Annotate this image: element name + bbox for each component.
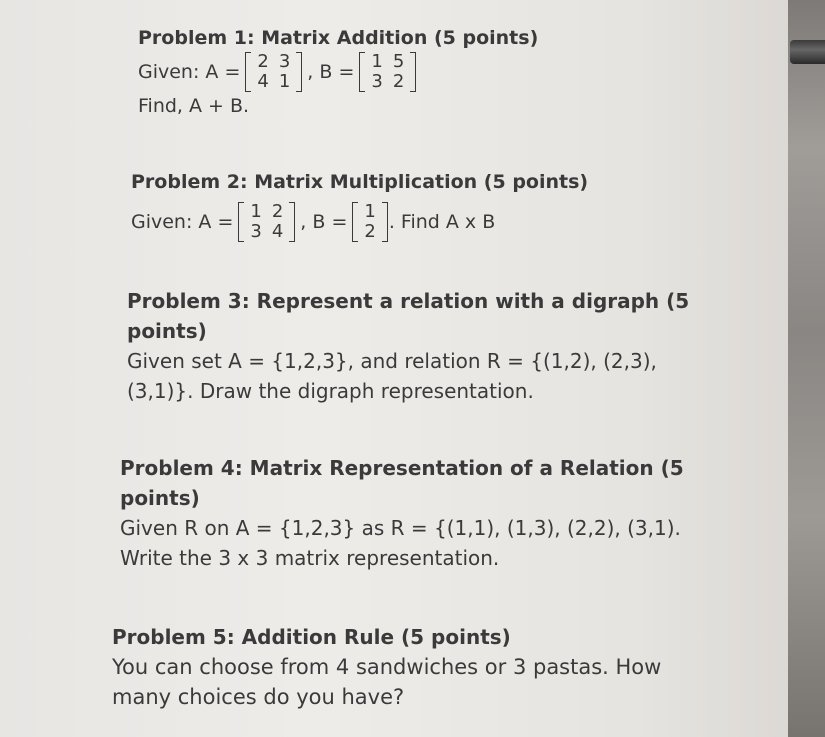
problem-4-text-line-2: Write the 3 x 3 matrix representation. [120,546,500,570]
matrix-cell: 4 [271,221,284,242]
problem-4-title-line-2: points) [120,486,200,510]
problem-2 [131,170,588,242]
problem-1-given [138,52,538,92]
problem-4-title-line-1: Problem 4: Matrix Representation of a Relation (5 [120,456,684,480]
matrix-cell: 2 [364,221,376,242]
separator-b: , B = [300,211,348,233]
problem-3-text-line-1: Given set A = {1,2,3}, and relation R = {(1,2), (2,3), [127,349,657,373]
problem-1-find: Find, A + B. [138,95,250,117]
problem-5-text-line-1: You can choose from 4 sandwiches or 3 pastas. How [112,655,662,679]
matrix-cell: 1 [371,51,383,72]
matrix-cell: 2 [392,71,405,92]
matrix-cell: 4 [257,71,269,92]
problem-4 [120,453,770,573]
given-label: Given: A = [131,211,234,233]
matrix-cell: 1 [278,71,291,92]
matrix-b [352,202,387,242]
pen [790,40,825,64]
matrix-cell: 3 [278,51,291,72]
problem-5-text-line-2: many choices do you have? [112,685,405,709]
matrix-a [245,52,302,92]
problem-5-title: Problem 5: Addition Rule (5 points) [112,625,511,649]
matrix-cell: 1 [364,201,376,222]
separator-b: , B = [307,61,355,83]
problem-3-title-line-2: points) [127,319,207,343]
problem-1 [138,26,538,118]
matrix-cell: 2 [271,201,284,222]
problem-5 [112,622,772,712]
problem-2-find: . Find A x B [388,211,496,233]
matrix-cell: 5 [392,51,405,72]
matrix-a [238,202,295,242]
problem-3-title-line-1: Problem 3: Represent a relation with a digraph (5 [127,289,690,313]
given-label: Given: A = [138,61,241,83]
desk-background [788,0,825,737]
matrix-cell: 2 [257,51,269,72]
matrix-b [359,52,416,92]
matrix-cell: 3 [371,71,383,92]
problem-3-text-line-2: (3,1)}. Draw the digraph representation. [127,379,534,403]
problem-3 [127,286,767,406]
problem-1-title: Problem 1: Matrix Addition (5 points) [138,27,539,49]
matrix-cell: 3 [250,221,262,242]
problem-2-title: Problem 2: Matrix Multiplication (5 points) [131,171,589,193]
problem-4-text-line-1: Given R on A = {1,2,3} as R = {(1,1), (1,3), (2,2), (3,1). [120,516,681,540]
problem-2-given [131,202,588,242]
matrix-cell: 1 [250,201,262,222]
